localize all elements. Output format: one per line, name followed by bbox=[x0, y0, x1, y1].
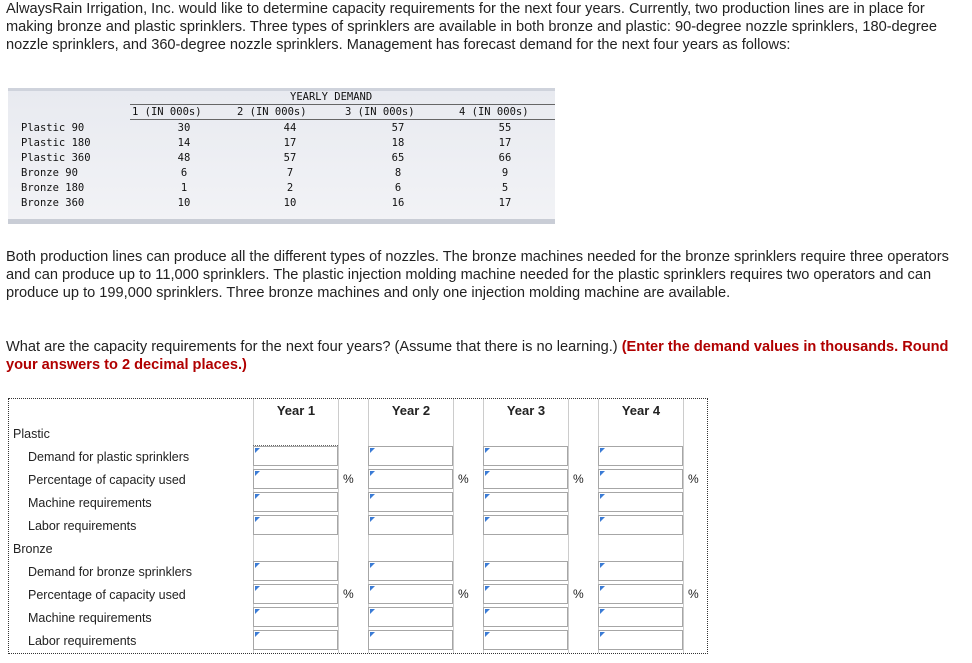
row-label: Bronze 90 bbox=[21, 167, 78, 179]
demand-cell: 18 bbox=[391, 137, 405, 149]
plastic-labor-year1-input[interactable] bbox=[253, 515, 338, 535]
row-label: Percentage of capacity used bbox=[28, 473, 186, 487]
demand-cell: 30 bbox=[177, 122, 191, 134]
bronze-capacity-year2-input[interactable] bbox=[368, 584, 453, 604]
demand-cell: 66 bbox=[498, 152, 512, 164]
column-divider bbox=[338, 399, 339, 653]
bronze-capacity-year3-input[interactable] bbox=[483, 584, 568, 604]
row-label: Labor requirements bbox=[28, 519, 137, 533]
demand-cell: 10 bbox=[283, 197, 297, 209]
row-label: Plastic 90 bbox=[21, 122, 85, 134]
demand-cell: 5 bbox=[501, 182, 509, 194]
table-title: YEARLY DEMAND bbox=[290, 91, 373, 103]
plastic-capacity-year3-input[interactable] bbox=[483, 469, 568, 489]
row-label: Machine requirements bbox=[28, 496, 152, 510]
question-text: What are the capacity requirements for the next four years? (Assume that there is no learning.) bbox=[6, 339, 618, 355]
demand-cell: 8 bbox=[394, 167, 402, 179]
row-label: Percentage of capacity used bbox=[28, 588, 186, 602]
year-header: 2 (IN 000s) bbox=[237, 106, 307, 118]
plastic-machine-year2-input[interactable] bbox=[368, 492, 453, 512]
header-rule bbox=[130, 104, 555, 105]
bronze-capacity-year1-input[interactable] bbox=[253, 584, 338, 604]
demand-cell: 6 bbox=[180, 167, 188, 179]
bronze-labor-year1-input[interactable] bbox=[253, 630, 338, 650]
bronze-labor-year3-input[interactable] bbox=[483, 630, 568, 650]
demand-cell: 57 bbox=[283, 152, 297, 164]
plastic-labor-year3-input[interactable] bbox=[483, 515, 568, 535]
plastic-capacity-year4-input[interactable] bbox=[598, 469, 683, 489]
intro-paragraph: AlwaysRain Irrigation, Inc. would like to determine capacity requirements for the next four years. Currently, two production lines are in place for making bronze and plastic sprinklers. Three types of sprinklers are available in both bronze and plastic: 90-degree nozzle sprinklers, 180-degree nozzle sprinklers, and 360-degree nozzle sprinklers. Management has forecast demand for the next four years as follows: bbox=[6, 1, 937, 53]
bronze-machine-year4-input[interactable] bbox=[598, 607, 683, 627]
bronze-demand-year3-input[interactable] bbox=[483, 561, 568, 581]
bronze-demand-year1-input[interactable] bbox=[253, 561, 338, 581]
demand-cell: 17 bbox=[283, 137, 297, 149]
table-bottom-bar bbox=[8, 219, 555, 224]
header-rule bbox=[130, 119, 555, 120]
percent-symbol: % bbox=[573, 472, 584, 486]
demand-cell: 2 bbox=[286, 182, 294, 194]
row-label: Plastic 360 bbox=[21, 152, 91, 164]
question-paragraph bbox=[6, 338, 956, 374]
column-divider bbox=[568, 399, 569, 653]
section-title-bronze: Bronze bbox=[13, 542, 53, 556]
demand-cell: 48 bbox=[177, 152, 191, 164]
row-label: Demand for bronze sprinklers bbox=[28, 565, 192, 579]
column-divider bbox=[683, 399, 684, 653]
row-label: Demand for plastic sprinklers bbox=[28, 450, 190, 464]
demand-cell: 10 bbox=[177, 197, 191, 209]
demand-cell: 57 bbox=[391, 122, 405, 134]
capacity-answer-grid bbox=[8, 398, 708, 654]
demand-cell: 7 bbox=[286, 167, 294, 179]
demand-cell: 44 bbox=[283, 122, 297, 134]
year-header: 3 (IN 000s) bbox=[345, 106, 415, 118]
demand-cell: 14 bbox=[177, 137, 191, 149]
demand-cell: 17 bbox=[498, 137, 512, 149]
column-header: Year 1 bbox=[253, 399, 338, 423]
demand-cell: 65 bbox=[391, 152, 405, 164]
plastic-demand-year1-input[interactable] bbox=[253, 446, 338, 466]
plastic-machine-year4-input[interactable] bbox=[598, 492, 683, 512]
bronze-machine-year1-input[interactable] bbox=[253, 607, 338, 627]
plastic-demand-year4-input[interactable] bbox=[598, 446, 683, 466]
percent-symbol: % bbox=[573, 587, 584, 601]
plastic-labor-year4-input[interactable] bbox=[598, 515, 683, 535]
section-title-plastic: Plastic bbox=[13, 427, 50, 441]
percent-symbol: % bbox=[343, 587, 354, 601]
row-label: Machine requirements bbox=[28, 611, 152, 625]
percent-symbol: % bbox=[688, 472, 699, 486]
bronze-labor-year4-input[interactable] bbox=[598, 630, 683, 650]
demand-cell: 6 bbox=[394, 182, 402, 194]
row-label: Labor requirements bbox=[28, 634, 137, 648]
demand-cell: 16 bbox=[391, 197, 405, 209]
bronze-machine-year3-input[interactable] bbox=[483, 607, 568, 627]
bronze-demand-year4-input[interactable] bbox=[598, 561, 683, 581]
plastic-machine-year3-input[interactable] bbox=[483, 492, 568, 512]
year-header: 4 (IN 000s) bbox=[459, 106, 529, 118]
plastic-demand-year2-input[interactable] bbox=[368, 446, 453, 466]
column-header: Year 4 bbox=[598, 399, 683, 423]
row-label: Bronze 180 bbox=[21, 182, 85, 194]
column-divider bbox=[453, 399, 454, 653]
table-top-bar bbox=[8, 88, 555, 91]
demand-cell: 55 bbox=[498, 122, 512, 134]
instruction-text: (Enter the demand values in thousands. Round your answers to 2 decimal places.) bbox=[6, 339, 949, 373]
bronze-demand-year2-input[interactable] bbox=[368, 561, 453, 581]
bronze-machine-year2-input[interactable] bbox=[368, 607, 453, 627]
plastic-demand-year3-input[interactable] bbox=[483, 446, 568, 466]
column-header: Year 3 bbox=[483, 399, 568, 423]
percent-symbol: % bbox=[688, 587, 699, 601]
demand-cell: 17 bbox=[498, 197, 512, 209]
bronze-labor-year2-input[interactable] bbox=[368, 630, 453, 650]
percent-symbol: % bbox=[458, 587, 469, 601]
demand-cell: 1 bbox=[180, 182, 188, 194]
row-label: Plastic 180 bbox=[21, 137, 91, 149]
plastic-labor-year2-input[interactable] bbox=[368, 515, 453, 535]
percent-symbol: % bbox=[458, 472, 469, 486]
plastic-capacity-year1-input[interactable] bbox=[253, 469, 338, 489]
production-paragraph: Both production lines can produce all the different types of nozzles. The bronze machines needed for the bronze sprinklers require three operators and can produce up to 11,000 sprinklers. The plastic injection molding machine needed for the plastic sprinklers requires two operators and can produce up to 199,000 sprinklers. Three bronze machines and only one injection molding machine are available. bbox=[6, 249, 949, 301]
percent-symbol: % bbox=[343, 472, 354, 486]
column-header: Year 2 bbox=[368, 399, 453, 423]
bronze-capacity-year4-input[interactable] bbox=[598, 584, 683, 604]
plastic-capacity-year2-input[interactable] bbox=[368, 469, 453, 489]
row-label: Bronze 360 bbox=[21, 197, 85, 209]
plastic-machine-year1-input[interactable] bbox=[253, 492, 338, 512]
year-header: 1 (IN 000s) bbox=[132, 106, 202, 118]
demand-cell: 9 bbox=[501, 167, 509, 179]
yearly-demand-table bbox=[8, 88, 555, 224]
